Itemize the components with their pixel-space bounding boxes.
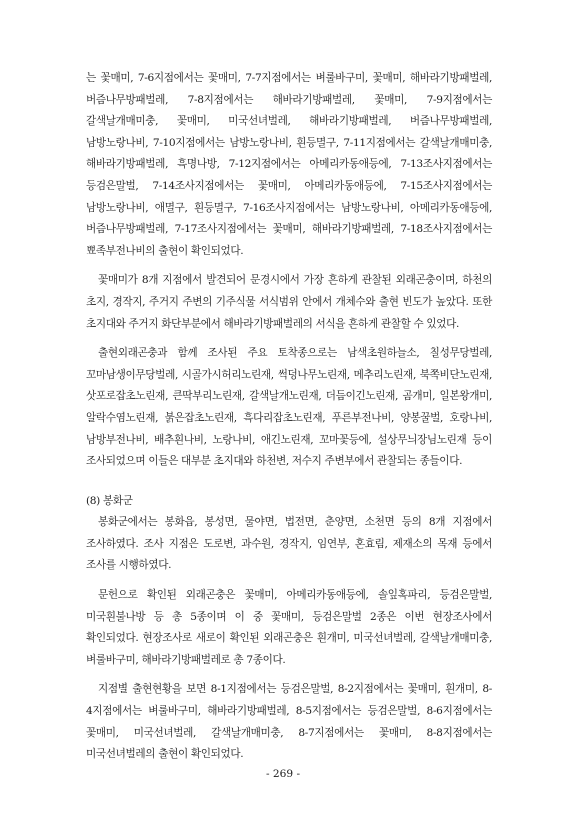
- paragraph: 문헌으로 확인된 외래곤충은 꽃매미, 아메리카동애등에, 솔잎혹파리, 등검은말벌, 미국흰불나방 등 총 5종이며 이 중 꽃매미, 등검은말벌 2종은 이번 현장조사에서 확인되었다. 현장조사로 새로이 확인된 외래곤충은 흰개미, 미국선녀벌레, 갈색날개매미충, 벼룰바구미, 해바라기방패벌레로 총 7종이다.: [86, 589, 492, 666]
- paragraph: 봉화군에서는 봉화읍, 봉성면, 물야면, 법전면, 춘양면, 소천면 등의 8개 지점에서 조사하였다. 조사 지점은 도로변, 과수원, 경작지, 임연부, 혼효림, 제재소의 목재 등에서 조사를 시행하였다.: [86, 516, 492, 572]
- paragraph: 출현외래곤충과 함께 조사된 주요 토착종으로는 남색초원하늘소, 칠성무당벌레, 꼬마남생이무당벌레, 시골가시허리노린재, 썩덩나무노린재, 메추리노린재, 북쪽비단노린재, 삿포로잡초노린재, 큰딱부리노린재, 갈색날개노린재, 더듬이긴노린재, 곰개미, 일본왕개미, 알락수염노린재, 붉은잡초노린재, 흑다리잡초노린재, 푸른부전나비, 양봉꿀벌, 호랑나비, 남방부전나비, 배추흰나비, 노랑나비, 애긴노린재, 꼬마꽃등에, 설상무늬장님노린재 등이 조사되었으며 이들은 대부분 초지대와 하천변, 저수지 주변부에서 관찰되는 종들이다.: [86, 347, 492, 468]
- paragraph: 꽃매미가 8개 지점에서 발견되어 문경시에서 가장 흔하게 관찰된 외래곤충이며, 하천의 초지, 경작지, 주거지 주변의 기주식물 서식범위 안에서 개체수와 출현 빈도가 높았다. 또한 초지대와 주거지 화단부분에서 해바라기방패벌레의 서식을 흔하게 관찰할 수 있었다.: [86, 274, 492, 330]
- page-number: - 269 -: [265, 768, 301, 780]
- paragraph: 는 꽃매미, 7-6지점에서는 꽃매미, 7-7지점에서는 벼룰바구미, 꽃매미, 해바라기방패벌레, 버즘나무방패벌레, 7-8지점에서는 해바라기방패벌레, 꽃매미, 7-9지점에서는 갈색날개매미충, 꽃매미, 미국선녀벌레, 해바라기방패벌레, 버즘나무방패벌레, 남방노랑나비, 7-10지점에서는 남방노랑나비, 흰등멸구, 7-11지점에서는 갈색날개매미충, 해바라기방패벌레, 흑명나방, 7-12지점에서는 아메리카동애등에, 7-13조사지점에서는 등검은말벌, 7-14조사지점에서는 꽃매미, 아메리카동애등에, 7-15조사지점에서는 남방노랑나비, 애멸구, 흰등멸구, 7-16조사지점에서는 남방노랑나비, 아메리카동애등에, 버즘나무방패벌레, 7-17조사지점에서는 꽃매미, 해바라기방패벌레, 7-18조사지점에서는 뾰족부전나비의 출현이 확인되었다.: [86, 72, 492, 257]
- paragraph: 지점별 출현현황을 보면 8-1지점에서는 등검은말벌, 8-2지점에서는 꽃매미, 흰개미, 8-4지점에서는 벼룰바구미, 해바라기방패벌레, 8-5지점에서는 등검은말벌, 8-6지점에서는 꽃매미, 미국선녀벌레, 갈색날개매미충, 8-7지점에서는 꽃매미, 8-8지점에서는 미국선녀벌레의 출현이 확인되었다.: [86, 683, 492, 761]
- section-heading: (8) 봉화군: [86, 494, 133, 507]
- document-body: [86, 68, 492, 774]
